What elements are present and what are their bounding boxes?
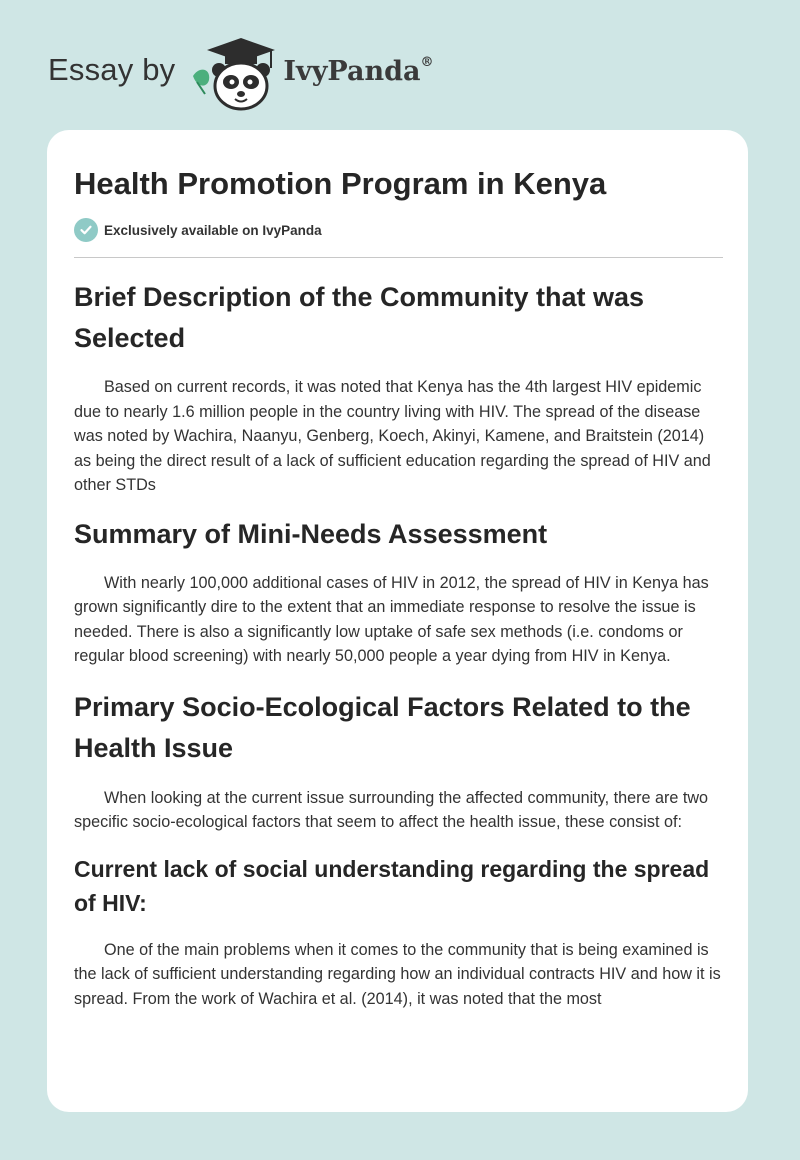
section-paragraph: With nearly 100,000 additional cases of HIV in 2012, the spread of HIV in Kenya has grown significantly dire to the extent that an immediate response to resolve the issue is needed. There is also a significantly low uptake of safe sex methods (i.e. condoms or regular blood screening) with nearly 50,000 people a year dying from HIV in Kenya.	[74, 573, 709, 665]
article-card	[47, 130, 748, 1112]
section-paragraph: One of the main problems when it comes to the community that is being examined is the lack of sufficient understanding regarding how an individual contracts HIV and how it is spread. From the work of Wachira et al. (2014), it was noted that the most	[74, 940, 721, 1008]
section-paragraph: Based on current records, it was noted that Kenya has the 4th largest HIV epidemic due to nearly 1.6 million people in the country living with HIV. The spread of the disease was noted by Wachira, Naanyu, Genberg, Koech, Akinyi, Kamene, and Braitstein (2014) as being the direct result of a lack of sufficient education regarding the spread of HIV and other STDs	[74, 378, 711, 494]
section-heading: Primary Socio-Ecological Factors Related to the Health Issue	[74, 691, 691, 763]
check-icon	[74, 218, 98, 242]
subsection-heading: Current lack of social understanding regarding the spread of HIV:	[74, 855, 710, 916]
divider	[74, 257, 723, 258]
section-heading: Brief Description of the Community that was Selected	[74, 282, 645, 353]
brand-name[interactable]: IvyPanda®	[283, 55, 434, 87]
exclusive-label: Exclusively available on IvyPanda	[104, 222, 322, 238]
section-heading: Summary of Mini-Needs Assessment	[74, 518, 548, 549]
section-paragraph: When looking at the current issue surrounding the affected community, there are two specific socio-ecological factors that seem to affect the health issue, these consist of:	[74, 788, 709, 831]
exclusive-badge	[74, 217, 722, 243]
essay-by-label: Essay by	[48, 52, 176, 87]
article-title: Health Promotion Program in Kenya	[74, 166, 607, 201]
panda-logo-icon[interactable]	[189, 36, 279, 112]
site-header	[48, 34, 508, 114]
